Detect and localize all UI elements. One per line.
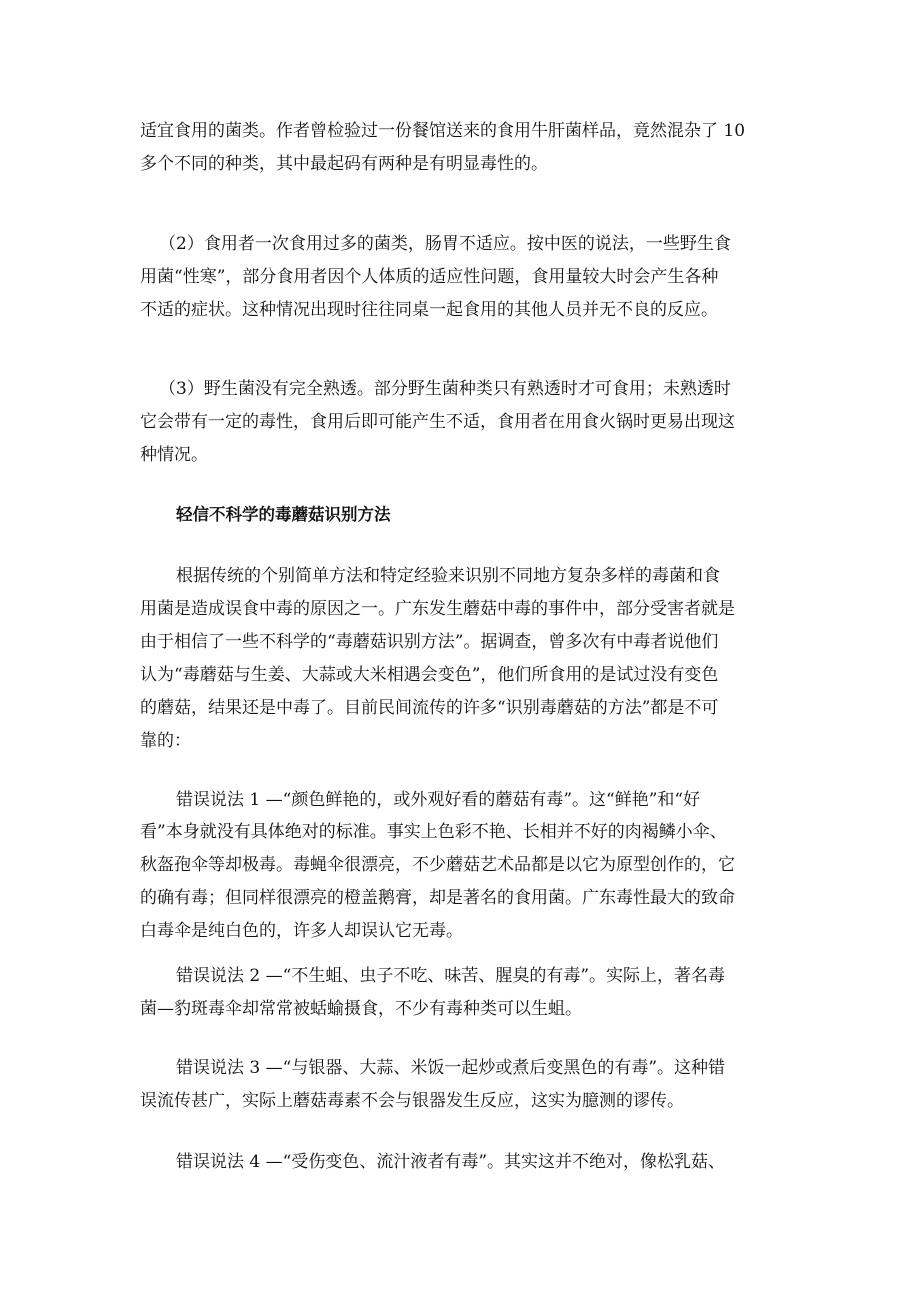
text-line: 错误说法 1 —“颜色鲜艳的，或外观好看的蘑菇有毒”。这“鲜艳”和“好 bbox=[176, 790, 701, 810]
text-line: 白毒伞是纯白色的，许多人却误认它无毒。 bbox=[140, 921, 463, 941]
section-heading: 轻信不科学的毒蘑菇识别方法 bbox=[176, 505, 391, 524]
text-line: 它会带有一定的毒性，食用后即可能产生不适，食用者在用食火锅时更易出现这 bbox=[140, 412, 735, 432]
text-line: 多个不同的种类，其中最起码有两种是有明显毒性的。 bbox=[140, 154, 548, 174]
text-line: 看”本身就没有具体绝对的标准。事实上色彩不艳、长相并不好的肉褐鳞小伞、 bbox=[140, 822, 727, 842]
text-line: 错误说法 2 —“不生蛆、虫子不吃、味苦、腥臭的有毒”。实际上，著名毒 bbox=[176, 966, 726, 986]
text-line: 秋盔孢伞等却极毒。毒蝇伞很漂亮，不少蘑菇艺术品都是以它为原型创作的，它 bbox=[140, 855, 735, 875]
text-line: 错误说法 4 —“受伤变色、流汁液者有毒”。其实这并不绝对，像松乳菇、 bbox=[176, 1152, 726, 1172]
text-line: （2）食用者一次食用过多的菌类，肠胃不适应。按中医的说法，一些野生食 bbox=[159, 234, 731, 254]
text-line: 认为“毒蘑菇与生姜、大蒜或大米相遇会变色”，他们所食用的是试过没有变色 bbox=[140, 665, 719, 685]
text-line: 的蘑菇，结果还是中毒了。目前民间流传的许多“识别毒蘑菇的方法”都是不可 bbox=[140, 698, 719, 718]
text-line: 误流传甚广，实际上蘑菇毒素不会与银器发生反应，这实为臆测的谬传。 bbox=[140, 1091, 684, 1111]
text-line: 根据传统的个别简单方法和特定经验来识别不同地方复杂多样的毒菌和食 bbox=[176, 566, 720, 586]
text-line: （3）野生菌没有完全熟透。部分野生菌种类只有熟透时才可食用；未熟透时 bbox=[159, 379, 731, 399]
text-line: 靠的： bbox=[140, 731, 191, 751]
text-line: 适宜食用的菌类。作者曾检验过一份餐馆送来的食用牛肝菌样品，竟然混杂了 10 bbox=[140, 121, 746, 141]
text-line: 用菌是造成误食中毒的原因之一。广东发生蘑菇中毒的事件中，部分受害者就是 bbox=[140, 599, 735, 619]
text-line: 不适的症状。这种情况出现时往往同桌一起食用的其他人员并无不良的反应。 bbox=[140, 300, 718, 320]
text-line: 由于相信了一些不科学的“毒蘑菇识别方法”。据调查，曾多次有中毒者说他们 bbox=[140, 632, 719, 652]
text-line: 用菌“性寒”，部分食用者因个人体质的适应性问题，食用量较大时会产生各种 bbox=[140, 267, 719, 287]
text-line: 种情况。 bbox=[140, 445, 208, 465]
text-line: 菌—豹斑毒伞却常常被蛞蝓摄食，不少有毒种类可以生蛆。 bbox=[140, 999, 582, 1019]
text-line: 的确有毒；但同样很漂亮的橙盖鹅膏，却是著名的食用菌。广东毒性最大的致命 bbox=[140, 888, 735, 908]
text-line: 错误说法 3 —“与银器、大蒜、米饭一起炒或煮后变黑色的有毒”。这种错 bbox=[176, 1058, 726, 1078]
